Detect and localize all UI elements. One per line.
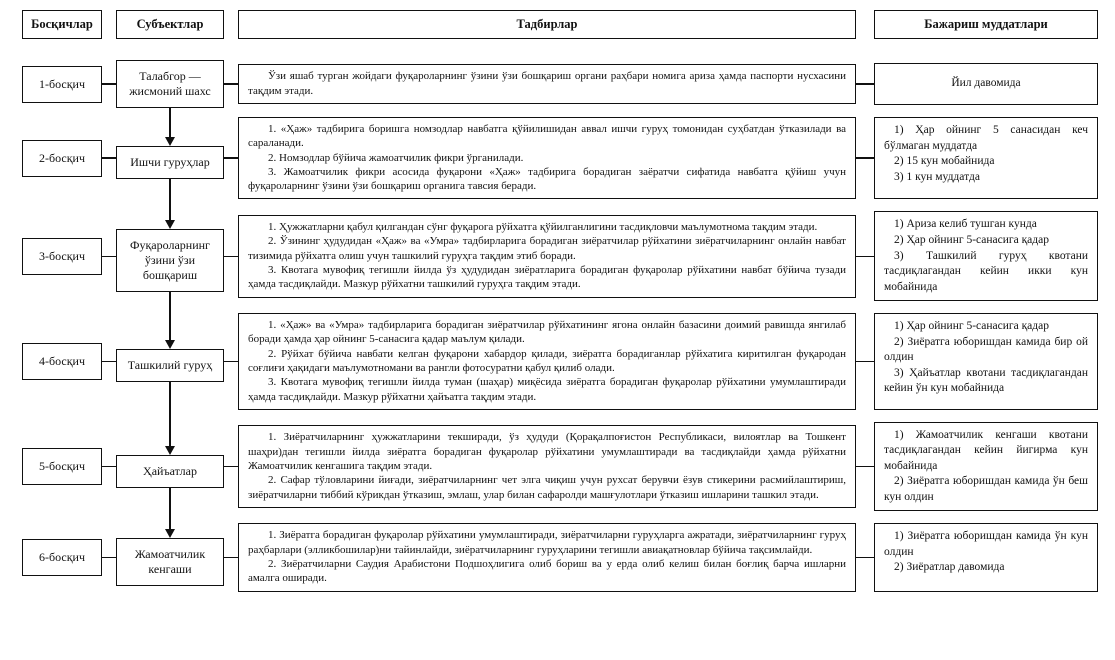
- subject-box: Ташкилий гуруҳ: [116, 349, 224, 382]
- stage-box: 4-босқич: [22, 343, 102, 380]
- subject-cell: [116, 205, 224, 307]
- subject-box: Жамоатчилик кенгаши: [116, 538, 224, 586]
- deadline-item: 1) Ҳар ойнинг 5-санасига қадар: [894, 320, 1049, 333]
- horizontal-connector: [102, 256, 116, 258]
- deadlines-box: [874, 211, 1098, 301]
- column-header-deadlines: Бажариш муддатлари: [874, 10, 1098, 39]
- deadline-item: 1) Жамоатчилик кенгаши квотани тасдиқлагандан кейин йигирма кун мобайнида: [884, 428, 1088, 472]
- deadlines-box: [874, 523, 1098, 591]
- vertical-connector-top: [169, 205, 171, 220]
- horizontal-connector: [856, 557, 874, 559]
- horizontal-connector: [856, 466, 874, 468]
- activity-item: 2. Номзодлар бўйича жамоатчилик фикри ўрганилади.: [268, 151, 524, 164]
- activity-item: Ўзи яшаб турган жойдаги фуқароларнинг ўзини ўзи бошқариш органи раҳбари номига ариза ҳамда паспорти нусхасини тақдим этади.: [248, 70, 846, 97]
- deadline-item: 2) 15 кун мобайнида: [894, 155, 995, 168]
- arrow-down-icon: [165, 529, 175, 538]
- activities-box: [238, 523, 856, 591]
- horizontal-connector: [856, 83, 874, 85]
- deadlines-box: [874, 117, 1098, 199]
- vertical-connector-bottom: [169, 488, 171, 518]
- horizontal-connector: [224, 361, 238, 363]
- header-gap: [224, 24, 238, 25]
- vertical-connector-bottom: [169, 382, 171, 415]
- subject-box: Фуқароларнинг ўзини ўзи бошқариш: [116, 229, 224, 292]
- deadline-cell: [874, 205, 1098, 307]
- horizontal-connector: [102, 361, 116, 363]
- activity-item: 2. Сафар тўловларини йиғади, зиёратчиларнинг чет элга чиқиш учун рухсат берувчи ёзув стикерини расмийлаштириш, зиёратчиларни тиббий кўрикдан ўтказиш, эмлаш, улар билан сафаролди машғулотлари ўтказиш ишларини ташкил этади.: [248, 474, 846, 501]
- subject-box: Ишчи гуруҳлар: [116, 146, 224, 179]
- column-headers: [22, 10, 1100, 39]
- horizontal-connector: [224, 466, 238, 468]
- deadline-cell: [874, 57, 1098, 111]
- deadlines-box: [874, 313, 1098, 410]
- activity-item: 2. Зиёратчиларни Саудия Арабистони Подшоҳлигига олиб бориш ва у ерда олиб келиш билан боғлиқ барча ишларни амалга оширади.: [248, 558, 846, 585]
- deadline-item: Йил давомида: [951, 77, 1021, 90]
- arrow-down-icon: [165, 340, 175, 349]
- activity-item: 2. Рўйхат бўйича навбати келган фуқарони хабардор қилади, зиёратга борадиганлар рўйхатига киритилган фуқародан соғлиғи ҳақидаги маълумотномани ва рангли фотосуратни қабул қилиб олади.: [248, 347, 846, 374]
- flow-row-2: [22, 111, 1100, 205]
- activity-item: 3. Квотага мувофиқ тегишли йилда туман (шаҳар) миқёсида зиёратга борадиган фуқаролар рўйхатини умумлаштиради ҳамда тасдиқлайди. Мазкур рўйхатни ҳайъатга тақдим этади.: [248, 376, 846, 403]
- subject-cell: [116, 307, 224, 416]
- stage-box: 1-босқич: [22, 66, 102, 103]
- activity-item: 2. Ўзининг ҳудудидан «Ҳаж» ва «Умра» тадбирларига борадиган зиёратчилар рўйхатини зиёратчиларнинг онлайн навбат тизимида рўйхатга олиш учун ташкилий гуруҳга тақдим этиб боради.: [248, 235, 846, 262]
- subject-box: Ҳайъатлар: [116, 455, 224, 488]
- activities-box: [238, 425, 856, 507]
- deadlines-box: [874, 422, 1098, 512]
- deadline-item: 1) Ҳар ойнинг 5 санасидан кеч бўлмаган муддатда: [884, 124, 1088, 152]
- deadlines-box: [874, 63, 1098, 105]
- subject-cell: [116, 57, 224, 111]
- stage-box: 3-босқич: [22, 238, 102, 275]
- activity-item: 3. Жамоатчилик фикри асосида фуқарони «Ҳаж» тадбирига борадиган заёратчи сифатида навбатга қўйиш учун фуқароларнинг ўзини ўзи бошқариш органига тавсия беради.: [248, 165, 846, 193]
- horizontal-connector: [856, 256, 874, 258]
- subject-cell: [116, 111, 224, 205]
- vertical-connector-bottom: [169, 292, 171, 307]
- vertical-connector-top: [169, 111, 171, 137]
- deadline-cell: [874, 111, 1098, 205]
- activity-item: 3. Квотага мувофиқ тегишли йилда ўз ҳудудидан зиёратларига борадиган фуқаролар рўйхатини навбат бўйича тузади ҳамда тасдиқлайди. Мазкур рўйхатни ташкилий гуруҳга тақдим этади.: [248, 263, 846, 291]
- deadline-item: 1) Ариза келиб тушган кунда: [894, 218, 1037, 231]
- activities-box: [238, 313, 856, 410]
- stage-box: 2-босқич: [22, 140, 102, 177]
- deadline-item: 2) Зиёратга юборишдан камида ўн беш кун олдин: [884, 475, 1088, 503]
- activities-box: [238, 64, 856, 104]
- column-header-activities: Тадбирлар: [238, 10, 856, 39]
- header-gap: [856, 24, 874, 25]
- stage-box: 6-босқич: [22, 539, 102, 576]
- column-header-stages: Босқичлар: [22, 10, 102, 39]
- flow-row-4: [22, 307, 1100, 416]
- arrow-down-icon: [165, 137, 175, 146]
- horizontal-connector: [224, 157, 238, 159]
- stage-box: 5-босқич: [22, 448, 102, 485]
- activity-item: 1. «Ҳаж» тадбирига боришга номзодлар навбатга қўйилишидан аввал ишчи гуруҳ томонидан суҳбатдан ўтказилади ва сараланади.: [248, 123, 846, 150]
- flow-row-5: [22, 416, 1100, 518]
- flow-row-3: [22, 205, 1100, 307]
- column-header-subjects: Субъектлар: [116, 10, 224, 39]
- horizontal-connector: [102, 466, 116, 468]
- deadline-cell: [874, 307, 1098, 416]
- activity-item: 1. «Ҳаж» ва «Умра» тадбирларига борадиган зиёратчилар рўйхатининг ягона онлайн базасини доимий равишда янгилаб боради ҳамда ҳар ойнинг 5-санасига қадар маълум қилади.: [248, 319, 846, 346]
- vertical-connector-bottom: [169, 179, 171, 205]
- deadline-item: 2) Зиёратга юборишдан камида бир ой олдин: [884, 335, 1088, 364]
- flow-row-6: [22, 517, 1100, 597]
- horizontal-connector: [102, 157, 116, 159]
- activities-box: [238, 215, 856, 297]
- vertical-connector-top: [169, 517, 171, 529]
- deadline-cell: [874, 416, 1098, 518]
- header-gap: [102, 24, 116, 25]
- vertical-connector-top: [169, 416, 171, 446]
- deadline-cell: [874, 517, 1098, 597]
- arrow-down-icon: [165, 446, 175, 455]
- horizontal-connector: [224, 557, 238, 559]
- deadline-item: 2) Ҳар ойнинг 5-санасига қадар: [894, 234, 1049, 246]
- activity-item: 1. Зиёратга борадиган фуқаролар рўйхатини умумлаштиради, зиёратчиларни гуруҳларга ажратади, зиёратчиларнинг гуруҳ раҳбарлари (элликбошилар)ни тайинлайди, зиёратчиларнинг гуруҳларини тегишли авиақатновлар бўйича тақсимлайди.: [248, 529, 846, 556]
- subject-cell: [116, 416, 224, 518]
- arrow-down-icon: [165, 220, 175, 229]
- horizontal-connector: [224, 83, 238, 85]
- vertical-connector-top: [169, 307, 171, 340]
- deadline-item: 3) Ҳайъатлар квотани тасдиқлагандан кейин ўн кун мобайнида: [884, 366, 1088, 395]
- horizontal-connector: [224, 256, 238, 258]
- activities-box: [238, 117, 856, 199]
- activity-item: 1. Ҳужжатларни қабул қилгандан сўнг фуқарога рўйхатга қўйилганлигини тасдиқловчи маълумотнома тақдим этади.: [268, 221, 818, 234]
- vertical-connector-bottom: [169, 586, 171, 598]
- horizontal-connector: [102, 83, 116, 85]
- subject-cell: [116, 517, 224, 597]
- horizontal-connector: [856, 361, 874, 363]
- flow-row-1: [22, 57, 1100, 111]
- activity-item: 1. Зиёратчиларнинг ҳужжатларини текширади, ўз ҳудуди (Қорақалпоғистон Республикаси, вилоятлар ва Тошкент шаҳри)дан тегишли йилда зиёратга борадиган фуқаролар рўйхатини умумлаштиради ва тасдиқлайди ҳамда рўйхатни Жамоатчилик кенгашига тақдим этади.: [248, 431, 846, 472]
- horizontal-connector: [856, 157, 874, 159]
- deadline-item: 2) Зиёратлар давомида: [894, 561, 1005, 574]
- horizontal-connector: [102, 557, 116, 559]
- deadline-item: 1) Зиёратга юборишдан камида ўн кун олдин: [884, 530, 1088, 558]
- subject-box: Талабгор — жисмоний шахс: [116, 60, 224, 108]
- deadline-item: 3) Ташкилий гуруҳ квотани тасдиқлагандан кейин икки кун мобайнида: [884, 249, 1088, 293]
- deadline-item: 3) 1 кун муддатда: [894, 170, 980, 183]
